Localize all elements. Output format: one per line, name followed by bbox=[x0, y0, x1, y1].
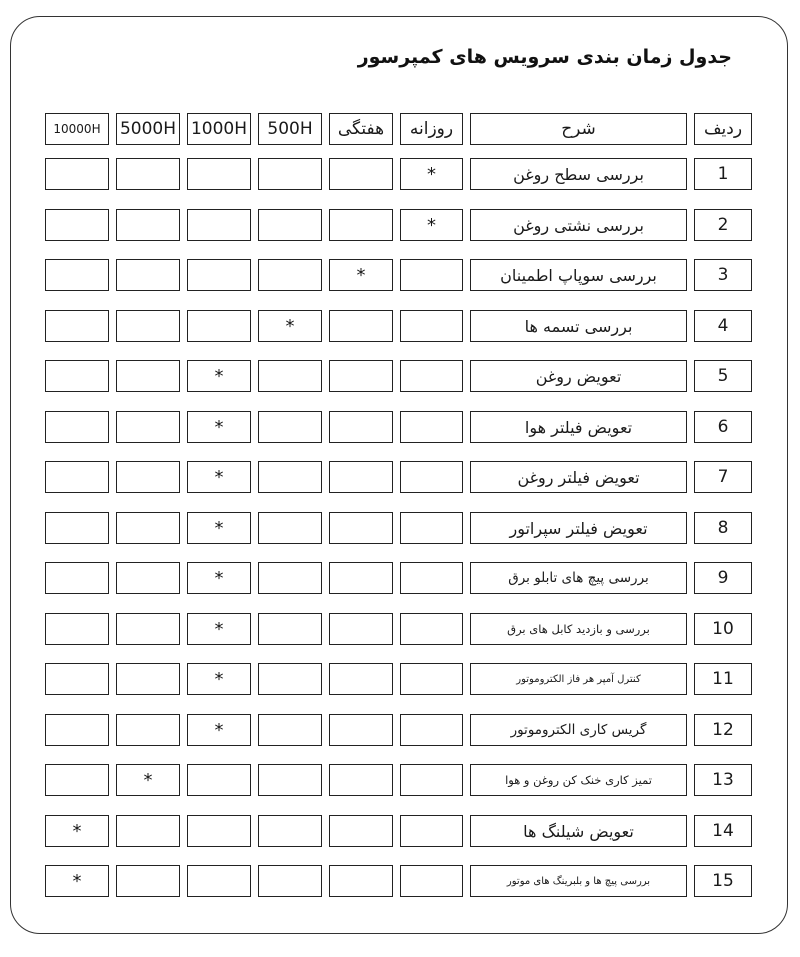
row-number-text: 6 bbox=[717, 417, 729, 437]
row-number bbox=[694, 815, 752, 847]
row-description bbox=[470, 512, 687, 544]
row-description bbox=[470, 663, 687, 695]
cell-daily bbox=[400, 865, 463, 897]
schedule-mark bbox=[187, 360, 251, 392]
cell-h10000 bbox=[45, 411, 109, 443]
header-h5000-text: 5000H bbox=[119, 119, 177, 139]
row-description-text: تعویض فیلتر هوا bbox=[524, 417, 633, 437]
cell-h10000-text: * bbox=[72, 870, 82, 892]
cell-h500 bbox=[258, 613, 322, 645]
row-description-text: کنترل آمپر هر فاز الکتروموتور bbox=[516, 673, 641, 685]
cell-h5000 bbox=[116, 714, 180, 746]
row-description bbox=[470, 411, 687, 443]
row-number bbox=[694, 562, 752, 594]
cell-h500-text: * bbox=[285, 315, 295, 337]
row-number-text: 10 bbox=[712, 619, 734, 639]
row-number-text: 15 bbox=[712, 871, 734, 891]
cell-daily bbox=[400, 360, 463, 392]
cell-weekly bbox=[329, 158, 393, 190]
cell-h5000 bbox=[116, 562, 180, 594]
row-number bbox=[694, 461, 752, 493]
cell-h10000 bbox=[45, 613, 109, 645]
row-number bbox=[694, 360, 752, 392]
schedule-mark bbox=[258, 310, 322, 342]
row-number bbox=[694, 613, 752, 645]
cell-h5000 bbox=[116, 512, 180, 544]
cell-h5000 bbox=[116, 461, 180, 493]
cell-weekly bbox=[329, 865, 393, 897]
cell-h5000 bbox=[116, 613, 180, 645]
cell-h5000 bbox=[116, 815, 180, 847]
cell-h1000 bbox=[187, 764, 251, 796]
header-description bbox=[470, 113, 687, 145]
schedule-mark bbox=[45, 865, 109, 897]
schedule-mark bbox=[187, 512, 251, 544]
header-h1000 bbox=[187, 113, 251, 145]
cell-h1000-text: * bbox=[214, 618, 224, 640]
schedule-mark bbox=[45, 815, 109, 847]
cell-h10000 bbox=[45, 158, 109, 190]
cell-weekly bbox=[329, 764, 393, 796]
cell-h10000 bbox=[45, 764, 109, 796]
cell-h10000 bbox=[45, 259, 109, 291]
cell-h500 bbox=[258, 663, 322, 695]
header-daily bbox=[400, 113, 463, 145]
cell-h500 bbox=[258, 461, 322, 493]
row-description-text: تعویض فیلتر سپراتور bbox=[509, 518, 648, 538]
row-description bbox=[470, 714, 687, 746]
schedule-mark bbox=[187, 714, 251, 746]
row-number bbox=[694, 714, 752, 746]
cell-h500 bbox=[258, 209, 322, 241]
cell-h5000 bbox=[116, 158, 180, 190]
row-number-text: 13 bbox=[712, 770, 734, 790]
cell-h10000 bbox=[45, 461, 109, 493]
row-number bbox=[694, 310, 752, 342]
cell-h500 bbox=[258, 764, 322, 796]
row-description-text: گریس کاری الکتروموتور bbox=[510, 722, 647, 738]
cell-h5000 bbox=[116, 310, 180, 342]
cell-h1000 bbox=[187, 209, 251, 241]
schedule-mark bbox=[187, 562, 251, 594]
cell-weekly bbox=[329, 663, 393, 695]
cell-weekly bbox=[329, 360, 393, 392]
cell-weekly-text: * bbox=[356, 264, 366, 286]
cell-h500 bbox=[258, 562, 322, 594]
cell-h10000 bbox=[45, 512, 109, 544]
cell-h500 bbox=[258, 714, 322, 746]
row-description-text: بررسی و بازدید کابل های برق bbox=[507, 622, 650, 636]
header-description-text: شرح bbox=[561, 119, 596, 139]
row-description bbox=[470, 259, 687, 291]
row-number bbox=[694, 209, 752, 241]
cell-h500 bbox=[258, 815, 322, 847]
row-description bbox=[470, 865, 687, 897]
cell-daily bbox=[400, 310, 463, 342]
schedule-mark bbox=[400, 209, 463, 241]
schedule-mark bbox=[187, 663, 251, 695]
cell-daily bbox=[400, 815, 463, 847]
cell-weekly bbox=[329, 613, 393, 645]
cell-weekly bbox=[329, 209, 393, 241]
header-h500 bbox=[258, 113, 322, 145]
cell-h5000 bbox=[116, 411, 180, 443]
cell-h1000-text: * bbox=[214, 719, 224, 741]
cell-h1000 bbox=[187, 259, 251, 291]
row-number bbox=[694, 512, 752, 544]
row-number-text: 14 bbox=[712, 821, 734, 841]
schedule-mark bbox=[187, 613, 251, 645]
cell-h500 bbox=[258, 259, 322, 291]
cell-h1000-text: * bbox=[214, 567, 224, 589]
cell-weekly bbox=[329, 815, 393, 847]
cell-h5000 bbox=[116, 209, 180, 241]
header-row-no-text: ردیف bbox=[703, 119, 743, 139]
row-description-text: تمیز کاری خنک کن روغن و هوا bbox=[505, 773, 652, 787]
cell-h1000-text: * bbox=[214, 416, 224, 438]
cell-h1000-text: * bbox=[214, 466, 224, 488]
cell-h10000 bbox=[45, 310, 109, 342]
row-number-text: 8 bbox=[717, 518, 729, 538]
row-description bbox=[470, 158, 687, 190]
row-description-text: بررسی تسمه ها bbox=[524, 316, 633, 336]
cell-weekly bbox=[329, 512, 393, 544]
row-description bbox=[470, 209, 687, 241]
row-number bbox=[694, 865, 752, 897]
header-h10000-text: 10000H bbox=[53, 122, 101, 136]
row-description-text: تعویض روغن bbox=[535, 366, 622, 386]
cell-weekly bbox=[329, 562, 393, 594]
header-h5000 bbox=[116, 113, 180, 145]
row-description-text: بررسی سوپاپ اطمینان bbox=[500, 265, 657, 285]
schedule-mark bbox=[329, 259, 393, 291]
cell-daily bbox=[400, 663, 463, 695]
cell-h5000 bbox=[116, 663, 180, 695]
schedule-mark bbox=[187, 461, 251, 493]
row-description bbox=[470, 310, 687, 342]
cell-h10000 bbox=[45, 562, 109, 594]
row-description-text: بررسی نشتی روغن bbox=[513, 215, 644, 235]
header-daily-text: روزانه bbox=[409, 119, 454, 139]
row-number bbox=[694, 764, 752, 796]
cell-h10000 bbox=[45, 360, 109, 392]
cell-daily bbox=[400, 562, 463, 594]
cell-h1000-text: * bbox=[214, 517, 224, 539]
cell-h10000 bbox=[45, 209, 109, 241]
row-description bbox=[470, 613, 687, 645]
row-number-text: 2 bbox=[717, 215, 729, 235]
cell-daily bbox=[400, 411, 463, 443]
row-description-text: بررسی پیچ های تابلو برق bbox=[508, 570, 649, 586]
row-description bbox=[470, 562, 687, 594]
schedule-mark bbox=[116, 764, 180, 796]
cell-daily bbox=[400, 461, 463, 493]
header-h500-text: 500H bbox=[267, 119, 313, 139]
row-number-text: 9 bbox=[717, 568, 729, 588]
row-number-text: 1 bbox=[717, 164, 729, 184]
row-description bbox=[470, 360, 687, 392]
cell-daily bbox=[400, 764, 463, 796]
row-number-text: 3 bbox=[717, 265, 729, 285]
cell-h1000 bbox=[187, 815, 251, 847]
cell-h1000 bbox=[187, 310, 251, 342]
cell-h500 bbox=[258, 360, 322, 392]
cell-h5000 bbox=[116, 865, 180, 897]
row-description-text: بررسی سطح روغن bbox=[513, 164, 644, 184]
cell-daily bbox=[400, 714, 463, 746]
cell-h1000 bbox=[187, 865, 251, 897]
cell-h1000-text: * bbox=[214, 365, 224, 387]
header-weekly-text: هفتگی bbox=[337, 119, 385, 139]
schedule-mark bbox=[187, 411, 251, 443]
header-weekly bbox=[329, 113, 393, 145]
cell-h10000 bbox=[45, 663, 109, 695]
row-number bbox=[694, 158, 752, 190]
cell-h500 bbox=[258, 512, 322, 544]
row-number-text: 7 bbox=[717, 467, 729, 487]
row-number-text: 11 bbox=[712, 669, 734, 689]
cell-h500 bbox=[258, 865, 322, 897]
cell-daily bbox=[400, 512, 463, 544]
cell-h10000-text: * bbox=[72, 820, 82, 842]
row-number bbox=[694, 259, 752, 291]
cell-weekly bbox=[329, 714, 393, 746]
row-number-text: 4 bbox=[717, 316, 729, 336]
cell-h5000-text: * bbox=[143, 769, 153, 791]
cell-h500 bbox=[258, 158, 322, 190]
cell-daily bbox=[400, 613, 463, 645]
cell-weekly bbox=[329, 461, 393, 493]
row-number-text: 12 bbox=[712, 720, 734, 740]
row-number-text: 5 bbox=[717, 366, 729, 386]
row-number bbox=[694, 663, 752, 695]
cell-h5000 bbox=[116, 360, 180, 392]
cell-weekly bbox=[329, 411, 393, 443]
row-description bbox=[470, 461, 687, 493]
row-description bbox=[470, 764, 687, 796]
cell-weekly bbox=[329, 310, 393, 342]
cell-h1000-text: * bbox=[214, 668, 224, 690]
cell-h10000 bbox=[45, 714, 109, 746]
cell-h1000 bbox=[187, 158, 251, 190]
row-description-text: بررسی پیچ ها و بلبرینگ های موتور bbox=[506, 875, 651, 887]
page-title: جدول زمان بندی سرویس های کمپرسور bbox=[357, 46, 732, 68]
header-h10000 bbox=[45, 113, 109, 145]
row-number bbox=[694, 411, 752, 443]
cell-daily-text: * bbox=[427, 214, 436, 236]
cell-daily-text: * bbox=[427, 163, 436, 185]
row-description-text: تعویض فیلتر روغن bbox=[517, 467, 640, 487]
row-description bbox=[470, 815, 687, 847]
row-description-text: تعویض شیلنگ ها bbox=[523, 821, 634, 841]
header-row-no bbox=[694, 113, 752, 145]
cell-daily bbox=[400, 259, 463, 291]
cell-h500 bbox=[258, 411, 322, 443]
header-h1000-text: 1000H bbox=[190, 119, 248, 139]
cell-h5000 bbox=[116, 259, 180, 291]
schedule-mark bbox=[400, 158, 463, 190]
